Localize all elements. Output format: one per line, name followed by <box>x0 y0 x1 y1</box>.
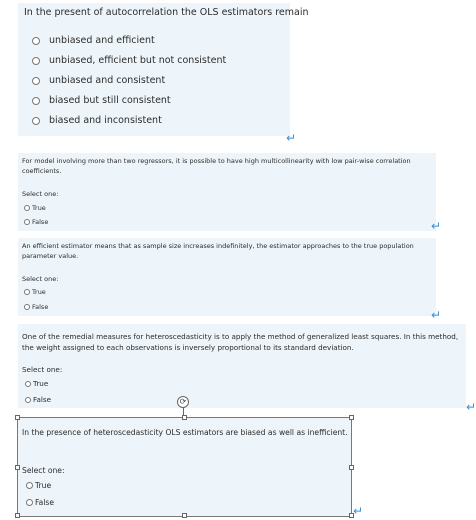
paragraph-mark-icon: ↵ <box>286 131 297 145</box>
question-5-text: In the presence of heteroscedasticity OLS estimators are biased as well as inefficient. <box>22 428 348 437</box>
radio-button[interactable] <box>25 397 31 403</box>
radio-button[interactable] <box>24 304 30 310</box>
option-label: True <box>32 288 46 296</box>
question-2-select-label: Select one: <box>22 190 59 198</box>
q1-option-2[interactable] <box>32 55 226 66</box>
q1-option-3[interactable] <box>32 75 165 86</box>
paragraph-mark-icon: ↵ <box>431 308 442 322</box>
q1-option-5[interactable] <box>32 115 162 126</box>
rotate-icon: ⟳ <box>179 397 187 406</box>
paragraph-mark-icon: ↵ <box>431 219 442 233</box>
question-1-text: In the present of autocorrelation the OLS estimators remain <box>24 7 309 18</box>
resize-handle-middle-right[interactable] <box>349 465 354 470</box>
q1-option-1[interactable] <box>32 35 155 46</box>
question-3-text: An efficient estimator means that as sample size increases indefinitely, the estimator approaches to the true population parameter value. <box>22 242 416 260</box>
paragraph-mark-icon: ↵ <box>353 504 364 518</box>
option-label: False <box>32 303 49 311</box>
q2-option-false[interactable] <box>24 218 48 226</box>
radio-button[interactable] <box>32 37 40 45</box>
q3-option-false[interactable] <box>24 303 48 311</box>
q4-option-true[interactable] <box>25 379 48 388</box>
option-label: unbiased, efficient but not consistent <box>49 55 227 66</box>
question-4-select-label: Select one: <box>22 365 63 374</box>
q5-option-false[interactable] <box>26 498 54 507</box>
option-label: True <box>35 481 52 490</box>
question-5-select-label: Select one: <box>22 466 65 475</box>
radio-button[interactable] <box>32 57 40 65</box>
option-label: False <box>35 498 55 507</box>
resize-handle-top-right[interactable] <box>349 415 354 420</box>
option-label: biased but still consistent <box>49 95 171 106</box>
rotate-handle-icon[interactable] <box>177 396 189 408</box>
option-label: False <box>33 395 52 404</box>
resize-handle-middle-left[interactable] <box>15 465 20 470</box>
radio-button[interactable] <box>24 205 30 211</box>
question-2-text: For model involving more than two regressors, it is possible to have high multicollinearity with low pair-wise correlation coefficients. <box>22 157 413 175</box>
radio-button[interactable] <box>24 219 30 225</box>
radio-button[interactable] <box>25 381 31 387</box>
resize-handle-bottom-center[interactable] <box>182 513 187 518</box>
option-label: unbiased and efficient <box>49 35 155 46</box>
resize-handle-top-left[interactable] <box>15 415 20 420</box>
option-label: False <box>32 218 49 226</box>
option-label: biased and inconsistent <box>49 115 162 126</box>
radio-button[interactable] <box>32 117 40 125</box>
question-4-text: One of the remedial measures for heteroscedasticity is to apply the method of generalized least squares. In this method, the weight assigned to each observations is inversely proportional to its standard deviation. <box>22 332 461 352</box>
resize-handle-top-center[interactable] <box>182 415 187 420</box>
resize-handle-bottom-left[interactable] <box>15 513 20 518</box>
paragraph-mark-icon: ↵ <box>466 400 476 414</box>
question-3-select-label: Select one: <box>22 275 59 283</box>
radio-button[interactable] <box>32 97 40 105</box>
option-label: True <box>33 379 49 388</box>
radio-button[interactable] <box>32 77 40 85</box>
option-label: True <box>32 204 46 212</box>
q5-option-true[interactable] <box>26 481 51 490</box>
option-label: unbiased and consistent <box>49 75 166 86</box>
q1-option-4[interactable] <box>32 95 171 106</box>
radio-button[interactable] <box>24 289 30 295</box>
q2-option-true[interactable] <box>24 204 46 212</box>
radio-button[interactable] <box>26 482 33 489</box>
radio-button[interactable] <box>26 499 33 506</box>
q4-option-false[interactable] <box>25 395 51 404</box>
q3-option-true[interactable] <box>24 288 46 296</box>
